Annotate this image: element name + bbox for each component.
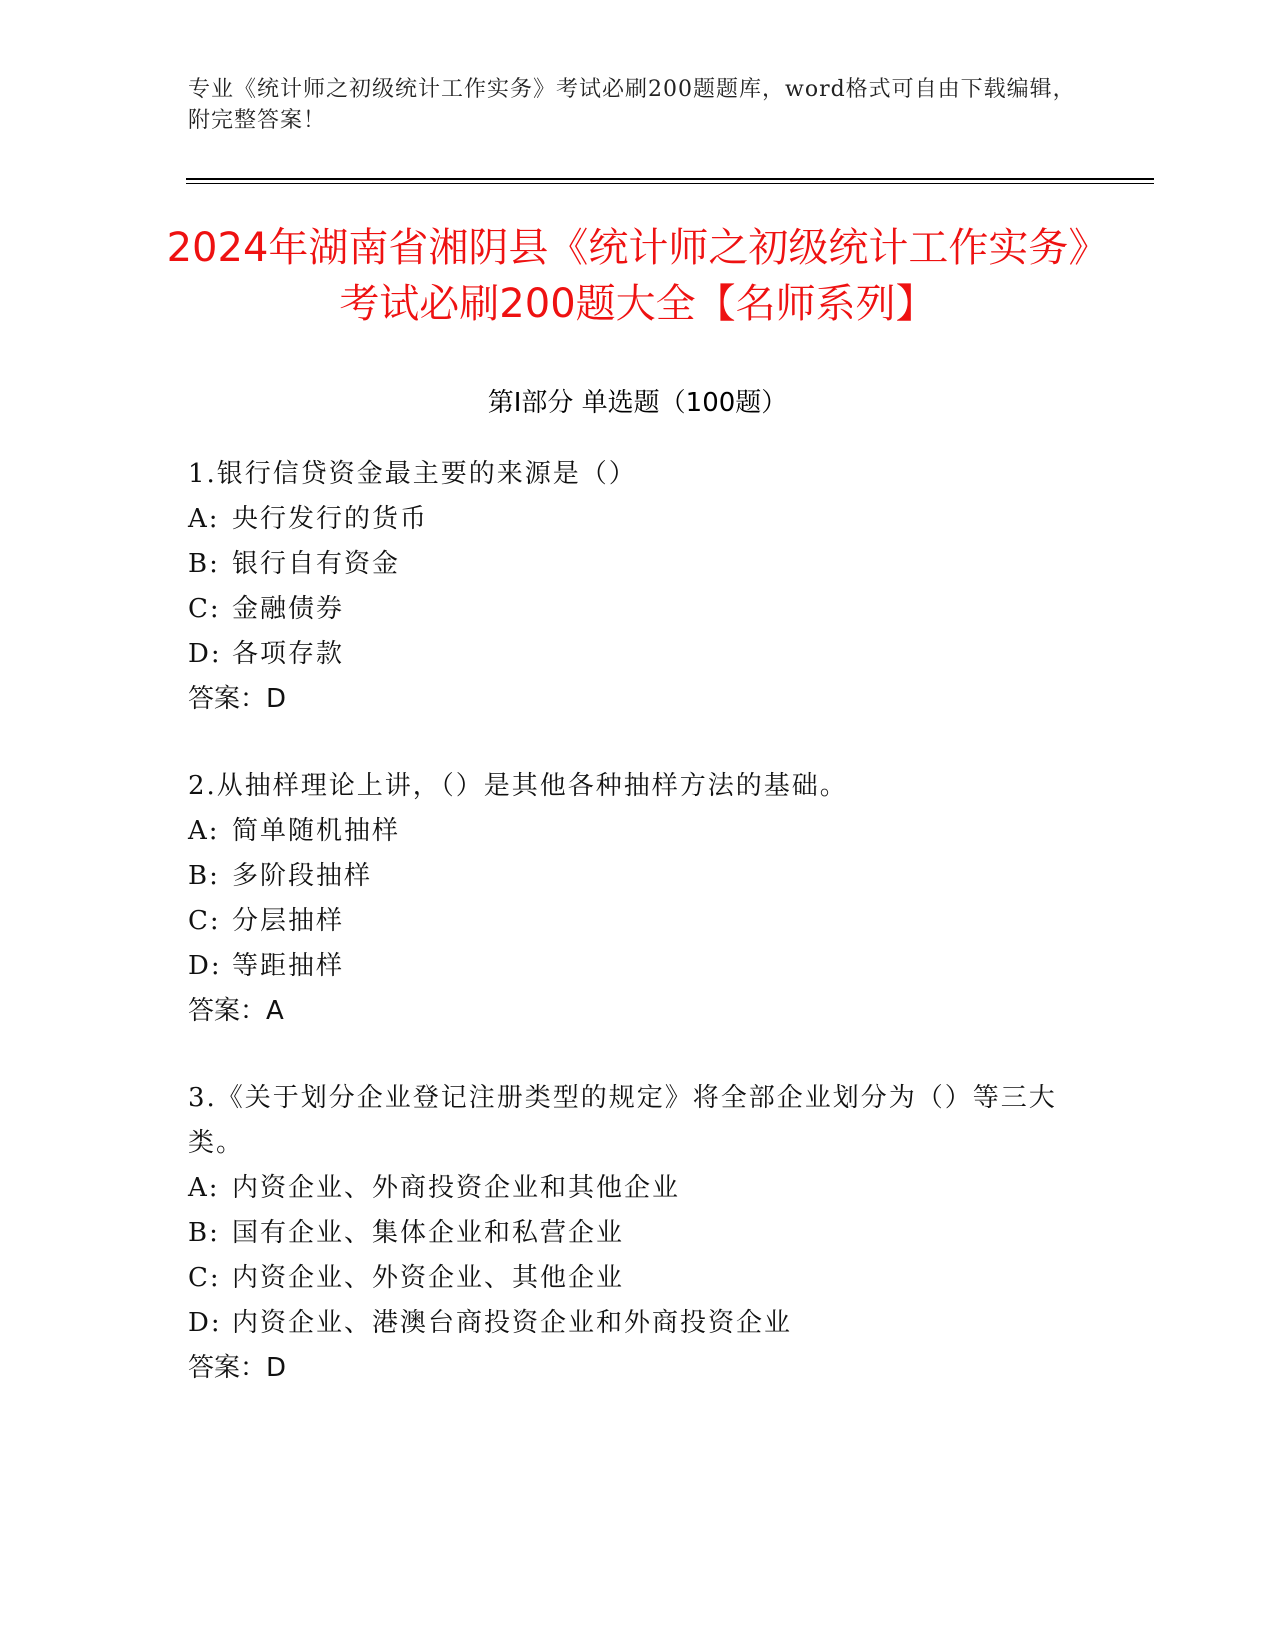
option-a [188, 497, 1068, 542]
option-key: B: [188, 861, 220, 891]
option-text: 国有企业、集体企业和私营企业 [232, 1218, 625, 1248]
option-b [188, 542, 1068, 587]
answer-line: 答案：D [188, 1353, 287, 1383]
question-block [188, 452, 1068, 722]
option-key: D: [188, 951, 222, 981]
option-key: D: [188, 639, 222, 669]
option-text: 内资企业、港澳台商投资企业和外商投资企业 [232, 1308, 793, 1338]
option-key: A: [188, 504, 220, 534]
option-text: 金融债券 [232, 594, 345, 624]
option-key: C: [188, 1263, 221, 1293]
section-heading: 第Ⅰ部分 单选题（100题） [487, 388, 788, 418]
option-d [188, 1301, 1068, 1346]
header-note: 专业《统计师之初级统计工作实务》考试必刷200题题库，word格式可自由下载编辑，附完整答案！ [188, 77, 1076, 133]
option-key: A: [188, 816, 220, 846]
option-c [188, 899, 1068, 944]
option-b [188, 854, 1068, 899]
option-text: 内资企业、外资企业、其他企业 [232, 1263, 625, 1293]
option-b [188, 1211, 1068, 1256]
document-title: 2024年湖南省湘阴县《统计师之初级统计工作实务》考试必刷200题大全【名师系列】 [166, 225, 1109, 327]
option-text: 简单随机抽样 [232, 816, 401, 846]
option-key: B: [188, 549, 220, 579]
option-key: B: [188, 1218, 220, 1248]
header-divider-thick [186, 178, 1154, 180]
option-text: 央行发行的货币 [232, 504, 429, 534]
option-c [188, 1256, 1068, 1301]
option-text: 分层抽样 [232, 906, 345, 936]
question-block [188, 1076, 1068, 1391]
option-text: 各项存款 [232, 639, 345, 669]
option-key: C: [188, 594, 221, 624]
option-text: 等距抽样 [232, 951, 345, 981]
option-text: 内资企业、外商投资企业和其他企业 [232, 1173, 681, 1203]
option-text: 多阶段抽样 [232, 861, 373, 891]
option-a [188, 809, 1068, 854]
question-block [188, 764, 1068, 1034]
option-a [188, 1166, 1068, 1211]
option-d [188, 944, 1068, 989]
answer-line: 答案：A [188, 996, 284, 1026]
option-c [188, 587, 1068, 632]
option-key: C: [188, 906, 221, 936]
question-stem: 2.从抽样理论上讲，（）是其他各种抽样方法的基础。 [188, 771, 848, 801]
option-text: 银行自有资金 [232, 549, 401, 579]
question-stem: 1.银行信贷资金最主要的来源是（） [188, 459, 637, 489]
option-d [188, 632, 1068, 677]
option-key: A: [188, 1173, 220, 1203]
option-key: D: [188, 1308, 222, 1338]
answer-line: 答案：D [188, 684, 287, 714]
question-stem: 3.《关于划分企业登记注册类型的规定》将全部企业划分为（）等三大类。 [188, 1083, 1057, 1158]
header-divider-thin [186, 183, 1154, 184]
